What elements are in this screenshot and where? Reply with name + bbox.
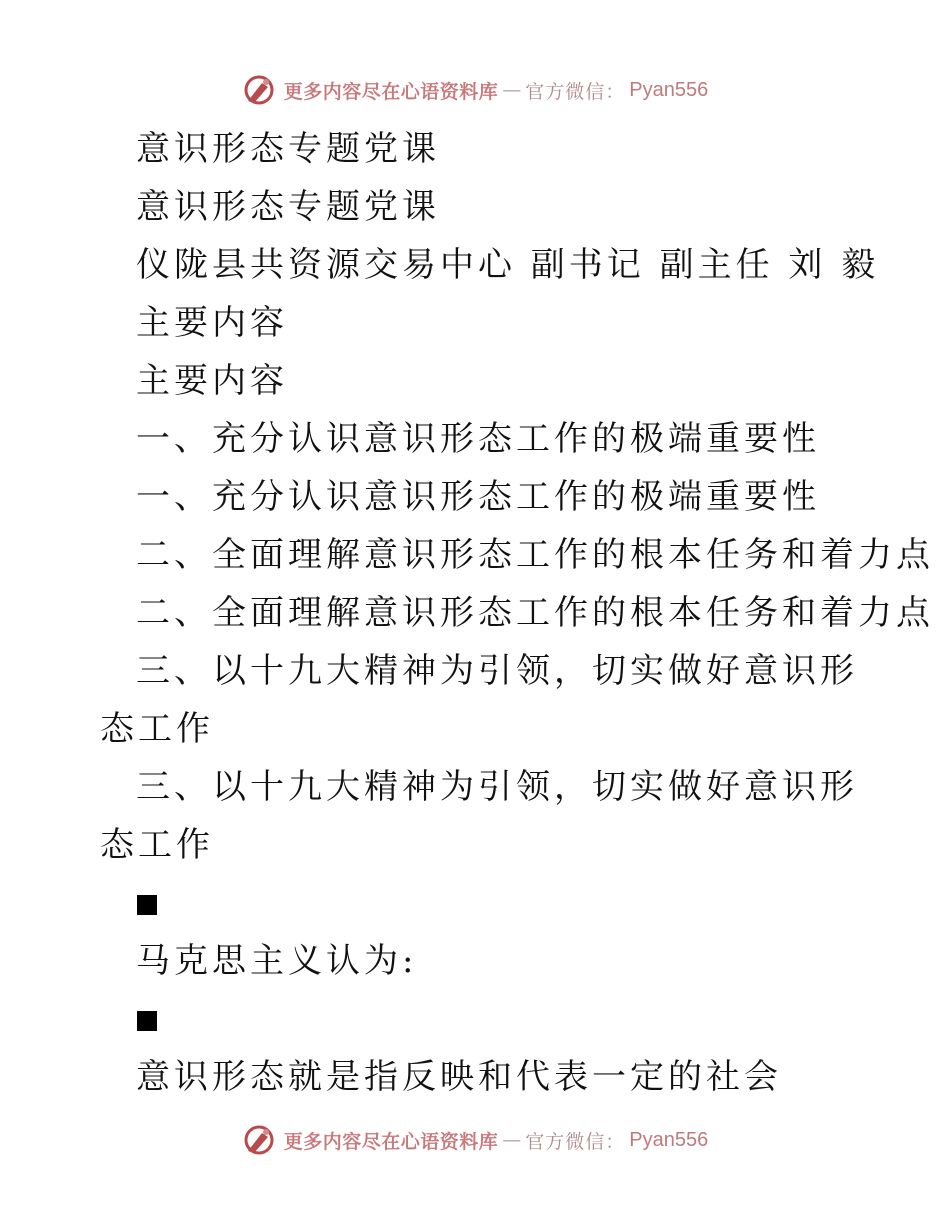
banner-promo-text: 更多内容尽在心语资料库 xyxy=(283,1130,499,1153)
outline-item-1: 一、充分认识意识形态工作的极端重要性 xyxy=(136,419,820,459)
section-heading: 主要内容 xyxy=(136,303,288,343)
header-banner xyxy=(0,70,950,110)
banner-separator: — xyxy=(502,1129,522,1151)
section-heading-repeat: 主要内容 xyxy=(136,361,288,401)
body-paragraph-2: 意识形态就是指反映和代表一定的社会 xyxy=(136,1057,782,1097)
outline-item-3: 三、以十九大精神为引领，切实做好意识形态工作 xyxy=(100,651,858,749)
footer-banner xyxy=(0,1120,950,1160)
outline-item-3-repeat: 三、以十九大精神为引领，切实做好意识形态工作 xyxy=(100,767,858,865)
pen-logo-icon xyxy=(242,1123,276,1157)
black-square-bullet xyxy=(137,1011,157,1031)
banner-wechat-id: Pyan556 xyxy=(629,1128,709,1151)
outline-item-2: 二、全面理解意识形态工作的根本任务和着力点 xyxy=(136,535,934,575)
banner-separator: — xyxy=(502,79,522,101)
body-paragraph-1: 马克思主义认为: xyxy=(136,941,418,981)
doc-title: 意识形态专题党课 xyxy=(136,129,440,169)
banner-wechat-id: Pyan556 xyxy=(629,78,709,101)
doc-title-repeat: 意识形态专题党课 xyxy=(136,187,440,227)
banner-wechat-label: 官方微信： xyxy=(525,80,626,103)
banner-promo-text: 更多内容尽在心语资料库 xyxy=(283,80,499,103)
doc-author-line: 仪陇县共资源交易中心 副书记 副主任 刘 毅 xyxy=(136,245,880,285)
pen-logo-icon xyxy=(242,73,276,107)
black-square-bullet xyxy=(137,895,157,915)
outline-item-2-repeat: 二、全面理解意识形态工作的根本任务和着力点 xyxy=(136,593,934,633)
banner-wechat-label: 官方微信： xyxy=(525,1130,626,1153)
outline-item-1-repeat: 一、充分认识意识形态工作的极端重要性 xyxy=(136,477,820,517)
